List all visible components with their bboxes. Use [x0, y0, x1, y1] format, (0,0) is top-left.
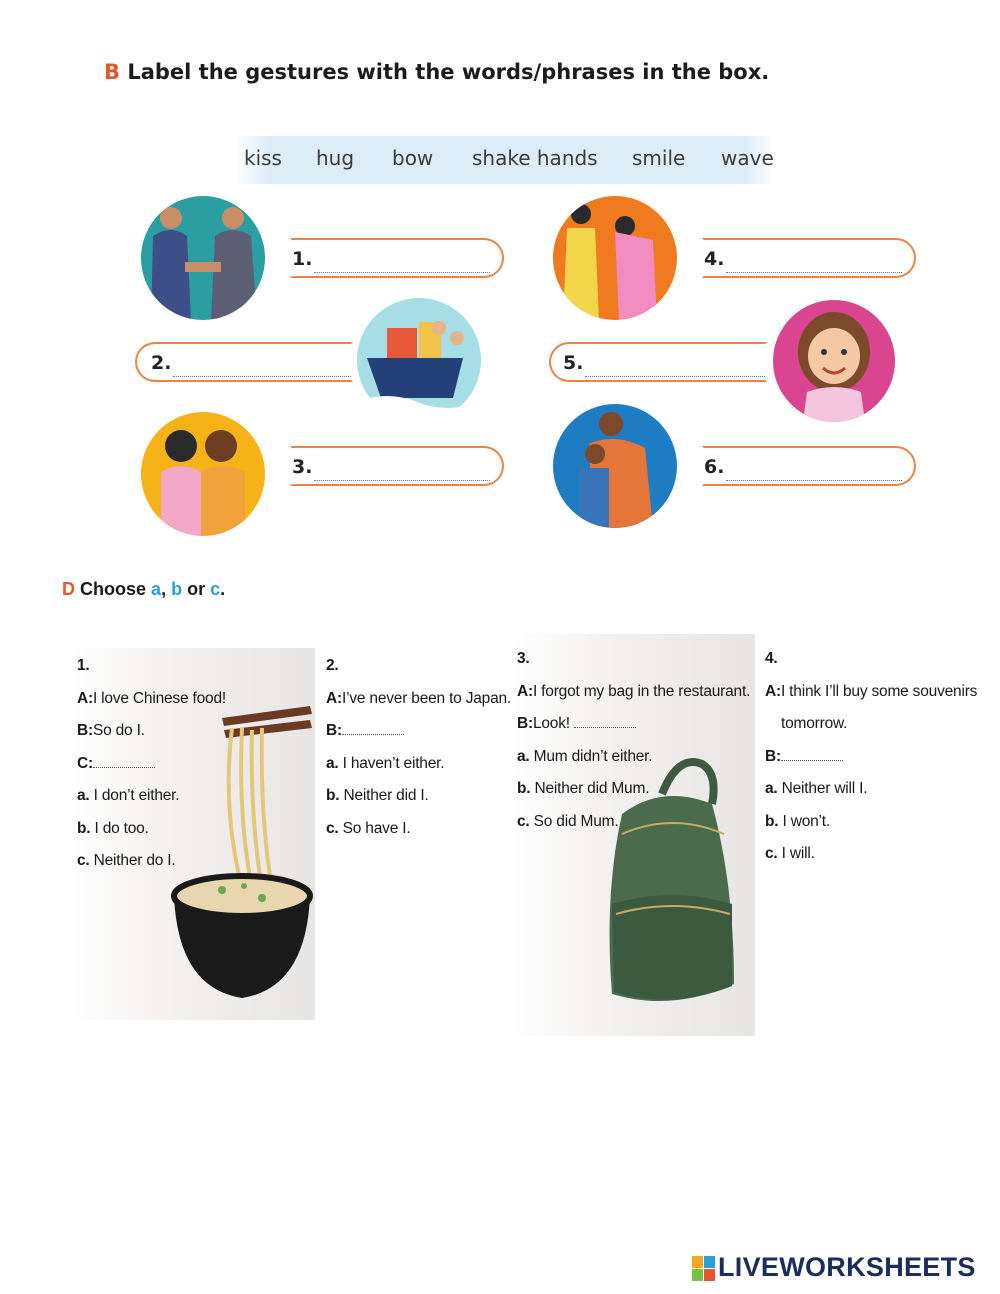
q3-line-label: B:	[517, 715, 533, 732]
kiss-image	[141, 412, 265, 536]
q4-line-text: I think I’ll buy some souvenirs	[780, 682, 978, 700]
word-smile: smile	[632, 146, 686, 170]
q3-line-label: A:	[517, 682, 533, 700]
hug-image	[553, 404, 677, 528]
section-b-title: Label the gestures with the words/phrases in the box.	[127, 60, 770, 84]
answer-box-5	[549, 342, 767, 382]
question-4	[765, 643, 977, 871]
q1-answer-blank[interactable]	[93, 755, 155, 768]
q1-option-text[interactable]: I do too.	[94, 819, 149, 837]
q2-option-text[interactable]: I haven’t either.	[342, 754, 445, 772]
question-2-number: 2.	[326, 657, 339, 674]
section-d-opt-b: b	[171, 579, 183, 599]
liveworksheets-logo	[692, 1252, 992, 1286]
answer-box-6	[702, 446, 916, 486]
answer-number-1: 1.	[292, 248, 313, 270]
section-b-letter: B	[104, 60, 121, 84]
word-bow: bow	[392, 146, 434, 170]
answer-box-3	[290, 446, 504, 486]
answer-box-1	[290, 238, 504, 278]
answer-input-3[interactable]	[316, 454, 492, 480]
q2-option-label: c.	[326, 819, 339, 837]
section-d-prefix: Choose	[80, 579, 147, 599]
q2-option-label: a.	[326, 754, 339, 772]
q1-line-label: B:	[77, 722, 93, 739]
q1-line-label: C:	[77, 754, 93, 772]
answer-input-6[interactable]	[728, 454, 904, 480]
question-2	[326, 650, 511, 845]
q4-line-label: B:	[765, 747, 781, 765]
question-3	[517, 643, 750, 838]
q2-line-label: B:	[326, 722, 342, 739]
word-wave: wave	[721, 146, 774, 170]
q1-line-label: A:	[77, 689, 93, 707]
q3-option-text[interactable]: So did Mum.	[533, 812, 619, 830]
q1-option-text[interactable]: I don’t either.	[93, 787, 180, 804]
section-d-letter: D	[62, 579, 75, 599]
q1-option-text[interactable]: Neither do I.	[93, 852, 176, 869]
q4-option-label: a.	[765, 780, 778, 797]
q1-line-text: I love Chinese food!	[92, 689, 226, 707]
word-kiss: kiss	[244, 146, 282, 170]
q4-answer-blank[interactable]	[781, 748, 843, 761]
q2-line-text: I’ve never been to Japan.	[341, 689, 512, 707]
word-box	[236, 136, 776, 184]
section-d-opt-c: c	[210, 579, 221, 599]
q4-line-label: A:	[765, 682, 781, 700]
section-d-opt-a: a	[151, 579, 162, 599]
q1-line-text: So do I.	[92, 722, 145, 739]
handshake-image	[141, 196, 265, 320]
question-4-number: 4.	[765, 650, 778, 667]
answer-number-6: 6.	[704, 456, 725, 478]
q4-option-label: b.	[765, 812, 779, 830]
q1-option-label: b.	[77, 819, 91, 837]
q3-line-text: Look!	[532, 715, 570, 732]
question-3-number: 3.	[517, 650, 530, 667]
q4-option-text[interactable]: I won’t.	[782, 812, 830, 830]
logo-text: LIVEWORKSHEETS	[718, 1252, 976, 1282]
q2-answer-blank[interactable]	[342, 722, 404, 735]
question-1	[77, 650, 226, 878]
answer-box-4	[702, 238, 916, 278]
section-d-period: .	[220, 579, 226, 599]
q2-option-text[interactable]: So have I.	[342, 819, 411, 837]
answer-number-5: 5.	[563, 352, 584, 374]
ship-wave-image	[357, 298, 481, 422]
answer-box-2	[135, 342, 353, 382]
logo-mark-icon	[692, 1256, 716, 1282]
section-d-or: or	[187, 579, 206, 599]
answer-input-5[interactable]	[587, 350, 767, 376]
section-b-heading	[104, 60, 769, 84]
word-hug: hug	[316, 146, 355, 170]
q2-line-label: A:	[326, 689, 342, 707]
answer-number-2: 2.	[151, 352, 172, 374]
q3-option-text[interactable]: Mum didn’t either.	[533, 747, 653, 765]
q3-answer-blank[interactable]	[574, 715, 636, 728]
word-shake-hands: shake hands	[472, 146, 598, 170]
q4-option-text[interactable]: I will.	[781, 845, 815, 862]
q3-option-text[interactable]: Neither did Mum.	[534, 780, 650, 797]
bow-image	[553, 196, 677, 320]
answer-input-4[interactable]	[728, 246, 904, 272]
q4-option-text[interactable]: Neither will I.	[781, 780, 868, 797]
section-d-heading	[62, 579, 225, 600]
answer-number-4: 4.	[704, 248, 725, 270]
answer-input-1[interactable]	[316, 246, 492, 272]
q4-line-text: tomorrow.	[781, 715, 848, 732]
q1-option-label: c.	[77, 852, 90, 869]
q3-option-label: b.	[517, 780, 531, 797]
answer-input-2[interactable]	[175, 350, 353, 376]
q1-option-label: a.	[77, 787, 90, 804]
q3-line-text: I forgot my bag in the restaurant.	[532, 682, 751, 700]
girl-smile-image	[773, 300, 895, 422]
q4-option-label: c.	[765, 845, 778, 862]
q2-option-label: b.	[326, 787, 340, 804]
section-d-comma: ,	[161, 579, 167, 599]
question-1-number: 1.	[77, 657, 90, 674]
q3-option-label: c.	[517, 812, 530, 830]
q3-option-label: a.	[517, 747, 530, 765]
answer-number-3: 3.	[292, 456, 313, 478]
q2-option-text[interactable]: Neither did I.	[343, 787, 429, 804]
